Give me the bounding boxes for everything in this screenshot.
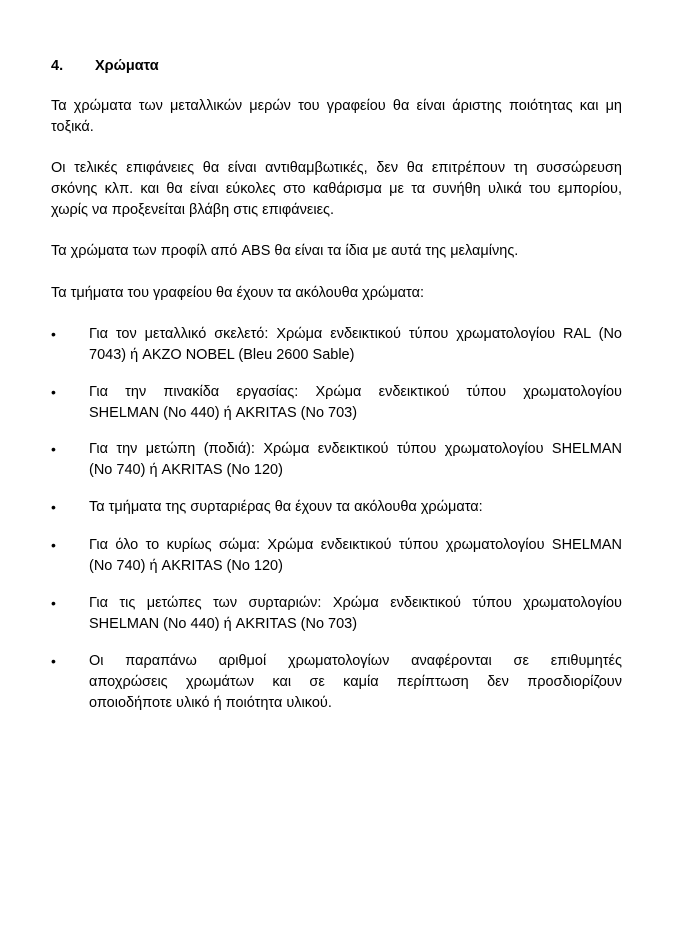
list-item-line: Για τις μετώπες των συρταριών: Χρώμα ενδεικτικού τύπου χρωματολογίου — [89, 595, 622, 611]
list-item-line: SHELMAN (No 440) ή AKRITAS (No 703) — [89, 616, 358, 632]
bullet-icon: • — [51, 499, 56, 515]
list-item-text — [89, 439, 622, 481]
paragraph-line: τοξικά. — [51, 119, 94, 135]
paragraph — [51, 96, 622, 138]
list-item-line: Οι παραπάνω αριθμοί χρωματολογίων αναφέρονται σε επιθυμητές — [89, 653, 622, 669]
section-number: 4. — [51, 58, 64, 74]
list-item-line: 7043) ή AKZO NOBEL (Bleu 2600 Sable) — [89, 347, 355, 363]
paragraph — [51, 241, 622, 262]
bullet-icon: • — [51, 653, 56, 669]
paragraph-line: χωρίς να προξενείται βλάβη στις επιφάνειες. — [51, 202, 335, 218]
paragraph-line: Οι τελικές επιφάνειες θα είναι αντιθαμβωτικές, δεν θα επιτρέπουν τη συσσώρευση — [51, 160, 622, 176]
list-item-line: SHELMAN (No 440) ή AKRITAS (No 703) — [89, 405, 358, 421]
list-item-line: Για την πινακίδα εργασίας: Χρώμα ενδεικτικού τύπου χρωματολογίου — [89, 384, 622, 400]
bullet-icon: • — [51, 441, 56, 457]
paragraph — [51, 283, 622, 304]
list-item-line: οποιοδήποτε υλικό ή ποιότητα υλικού. — [89, 695, 332, 711]
list-item-line: Για τον μεταλλικό σκελετό: Χρώμα ενδεικτικού τύπου χρωματολογίου RAL (No — [89, 326, 622, 342]
list-item-text — [89, 651, 622, 714]
list-item-line: αποχρώσεις χρωμάτων και σε καμία περίπτωση δεν προσδιορίζουν — [89, 674, 622, 690]
list-item-text — [89, 497, 622, 518]
paragraph-line: σκόνης κλπ. και θα είναι εύκολες στο καθάρισμα με τα συνήθη υλικά του εμπορίου, — [51, 181, 622, 197]
list-item-text — [89, 324, 622, 366]
bullet-icon: • — [51, 537, 56, 553]
paragraph-line: Τα χρώματα των μεταλλικών μερών του γραφείου θα είναι άριστης ποιότητας και μη — [51, 98, 622, 114]
list-item-line: (No 740) ή AKRITAS (No 120) — [89, 558, 283, 574]
list-item-line: Τα τμήματα της συρταριέρας θα έχουν τα ακόλουθα χρώματα: — [89, 499, 483, 515]
bullet-icon: • — [51, 595, 56, 611]
bullet-icon: • — [51, 384, 56, 400]
list-item-line: (No 740) ή AKRITAS (No 120) — [89, 462, 283, 478]
list-item-text — [89, 593, 622, 635]
section-heading — [51, 58, 159, 74]
paragraph-line: Τα χρώματα των προφίλ από ABS θα είναι τα ίδια με αυτά της μελαμίνης. — [51, 243, 519, 259]
list-item-text — [89, 382, 622, 424]
paragraph-line: Τα τμήματα του γραφείου θα έχουν τα ακόλουθα χρώματα: — [51, 285, 424, 301]
paragraph — [51, 158, 622, 221]
list-item-line: Για όλο το κυρίως σώμα: Χρώμα ενδεικτικού τύπου χρωματολογίου SHELMAN — [89, 537, 622, 553]
list-item-line: Για την μετώπη (ποδιά): Χρώμα ενδεικτικού τύπου χρωματολογίου SHELMAN — [89, 441, 622, 457]
section-title: Χρώματα — [95, 58, 159, 74]
bullet-icon: • — [51, 326, 56, 342]
list-item-text — [89, 535, 622, 577]
